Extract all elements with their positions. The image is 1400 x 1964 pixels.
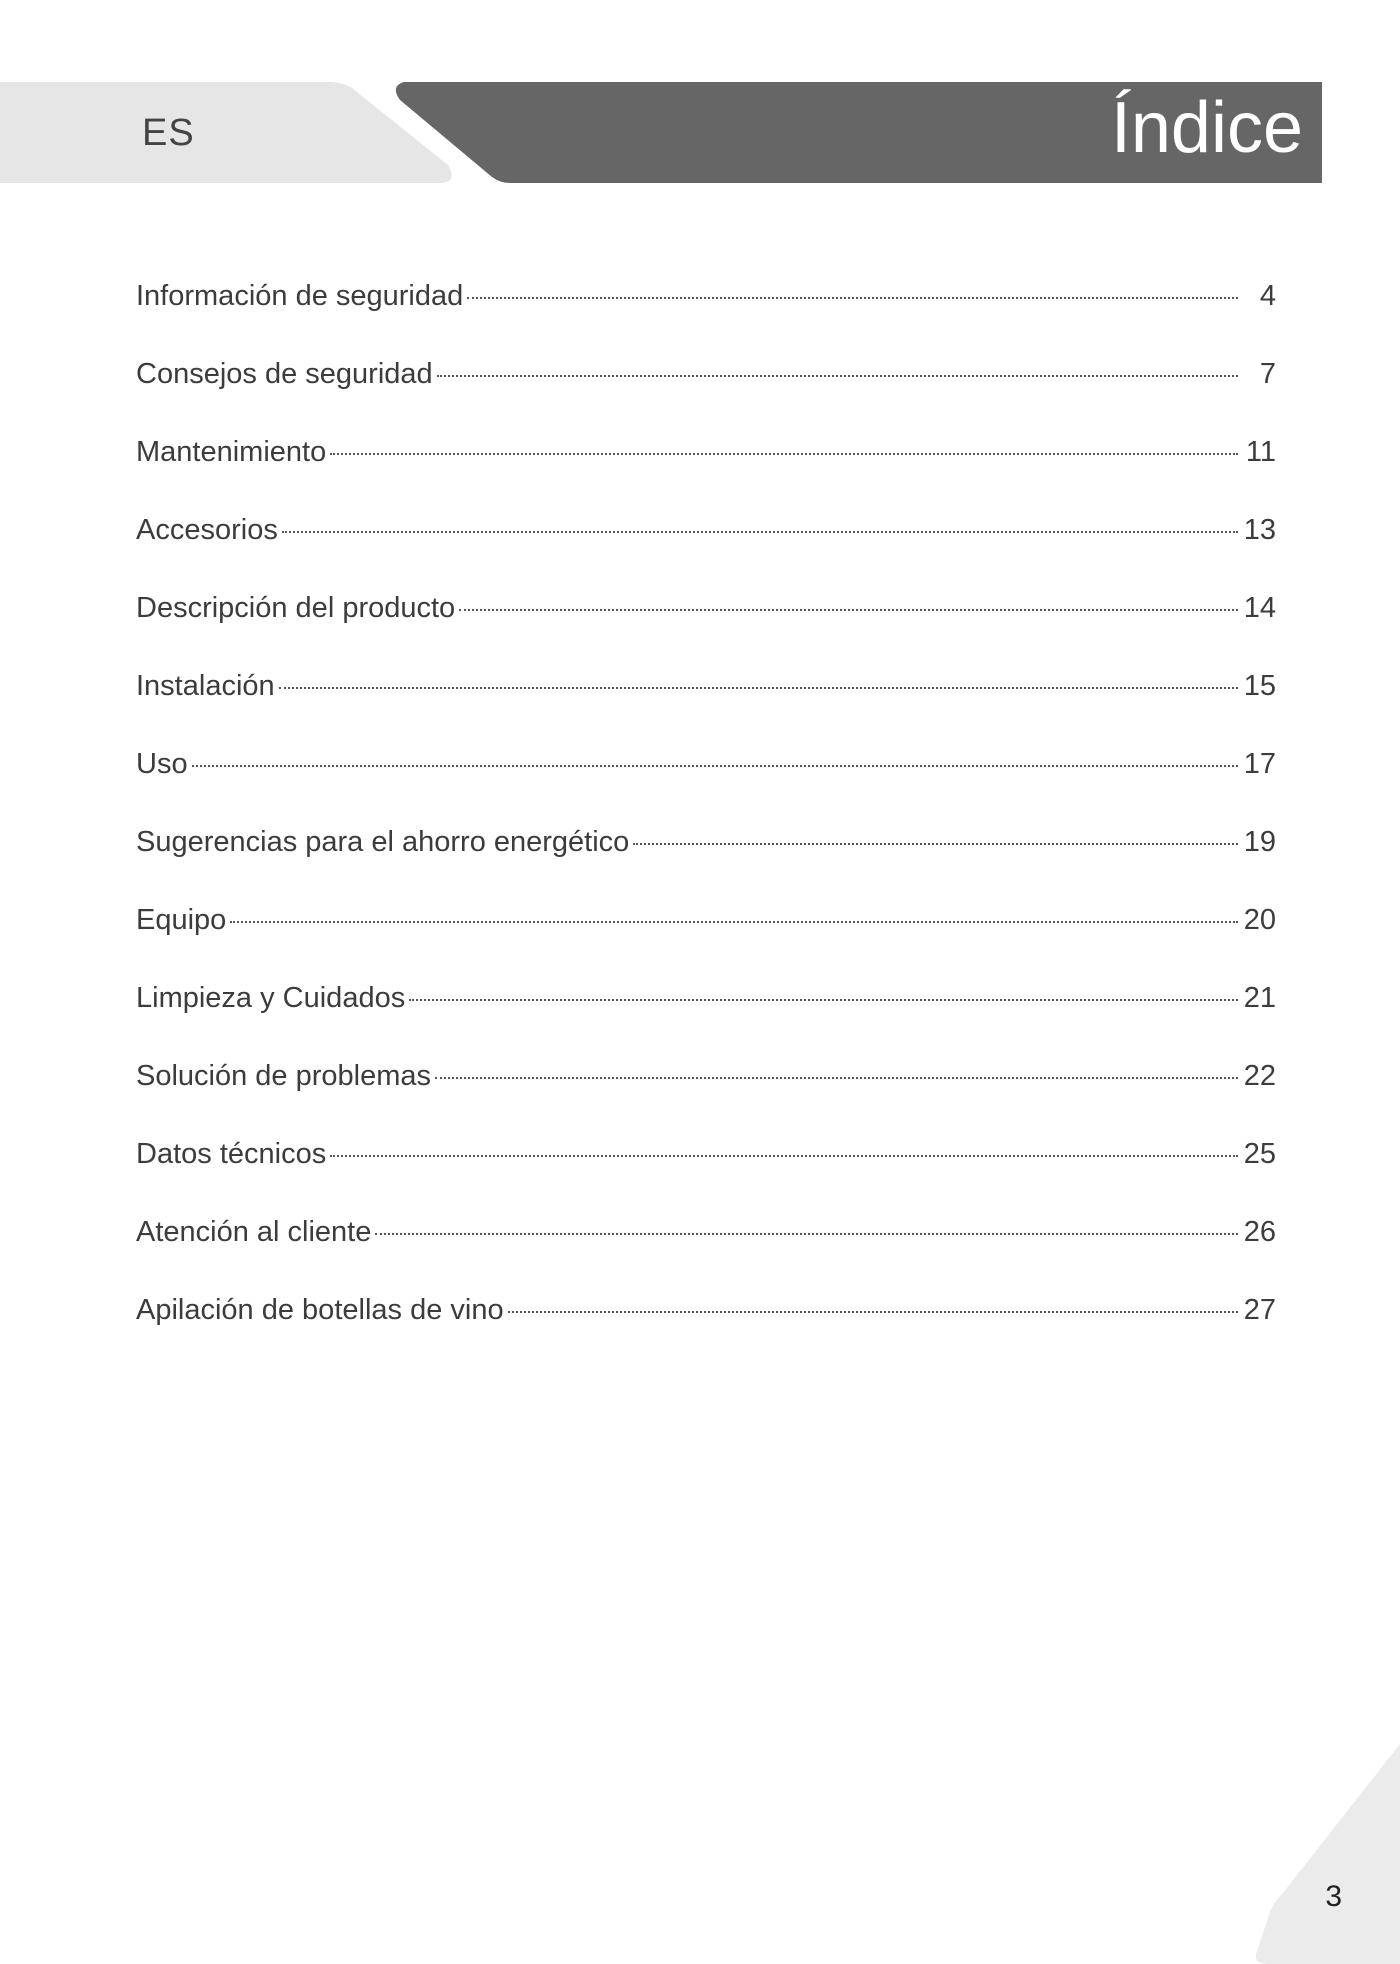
toc-entry-label: Uso (136, 748, 188, 780)
toc-entry-page: 22 (1243, 1060, 1276, 1092)
toc-entry-safety-tips[interactable] (136, 358, 1276, 436)
toc-entry-wine-bottle-stacking[interactable] (136, 1294, 1276, 1372)
toc-entry-cleaning-and-care[interactable] (136, 982, 1276, 1060)
toc-entry-page: 11 (1245, 436, 1276, 468)
toc-entry-page: 26 (1243, 1216, 1276, 1248)
dot-leader (508, 1311, 1238, 1313)
toc-entry-label: Consejos de seguridad (136, 358, 433, 390)
toc-entry-page: 4 (1259, 280, 1276, 312)
toc-entry-page: 14 (1243, 592, 1276, 624)
toc-entry-product-description[interactable] (136, 592, 1276, 670)
toc-entry-customer-service[interactable] (136, 1216, 1276, 1294)
toc-entry-page: 13 (1243, 514, 1276, 546)
toc-entry-use[interactable] (136, 748, 1276, 826)
dot-leader (467, 297, 1238, 299)
language-code: ES (142, 112, 195, 154)
toc-entry-label: Instalación (136, 670, 275, 702)
toc-entry-equipment[interactable] (136, 904, 1276, 982)
toc-entry-installation[interactable] (136, 670, 1276, 748)
toc-entry-label: Mantenimiento (136, 436, 327, 468)
toc-entry-energy-saving-tips[interactable] (136, 826, 1276, 904)
toc-entry-technical-data[interactable] (136, 1138, 1276, 1216)
dot-leader (330, 1155, 1238, 1157)
toc-entry-safety-information[interactable] (136, 280, 1276, 358)
dot-leader (192, 765, 1238, 767)
dot-leader (437, 375, 1238, 377)
toc-entry-label: Solución de problemas (136, 1060, 432, 1092)
dot-leader (435, 1077, 1238, 1079)
toc-entry-page: 20 (1243, 904, 1276, 936)
toc-entry-maintenance[interactable] (136, 436, 1276, 514)
language-tab-shape (0, 82, 452, 183)
toc-entry-label: Atención al cliente (136, 1216, 372, 1248)
toc-entry-troubleshooting[interactable] (136, 1060, 1276, 1138)
toc-entry-label: Apilación de botellas de vino (136, 1294, 504, 1326)
dot-leader (633, 843, 1238, 845)
toc-entry-label: Accesorios (136, 514, 278, 546)
toc-entry-page: 27 (1243, 1294, 1276, 1326)
page-title: Índice (1110, 88, 1303, 168)
dot-leader (279, 687, 1238, 689)
dot-leader (459, 609, 1238, 611)
toc-entry-page: 25 (1243, 1138, 1276, 1170)
toc-entry-page: 19 (1243, 826, 1276, 858)
toc-entry-label: Descripción del producto (136, 592, 456, 624)
toc-entry-page: 15 (1243, 670, 1276, 702)
toc-entry-label: Datos técnicos (136, 1138, 327, 1170)
toc-entry-label: Información de seguridad (136, 280, 464, 312)
dot-leader (230, 921, 1238, 923)
dot-leader (282, 531, 1238, 533)
dot-leader (375, 1233, 1238, 1235)
toc-entry-accessories[interactable] (136, 514, 1276, 592)
toc-entry-page: 21 (1243, 982, 1276, 1014)
page-number: 3 (1325, 1880, 1342, 1913)
toc-entry-label: Equipo (136, 904, 227, 936)
toc-entry-page: 17 (1243, 748, 1276, 780)
page-corner-tab (1240, 1744, 1400, 1964)
toc-entry-page: 7 (1259, 358, 1276, 390)
toc-entry-label: Limpieza y Cuidados (136, 982, 406, 1014)
dot-leader (409, 999, 1238, 1001)
table-of-contents (136, 280, 1276, 1372)
dot-leader (330, 453, 1238, 455)
toc-entry-label: Sugerencias para el ahorro energético (136, 826, 630, 858)
